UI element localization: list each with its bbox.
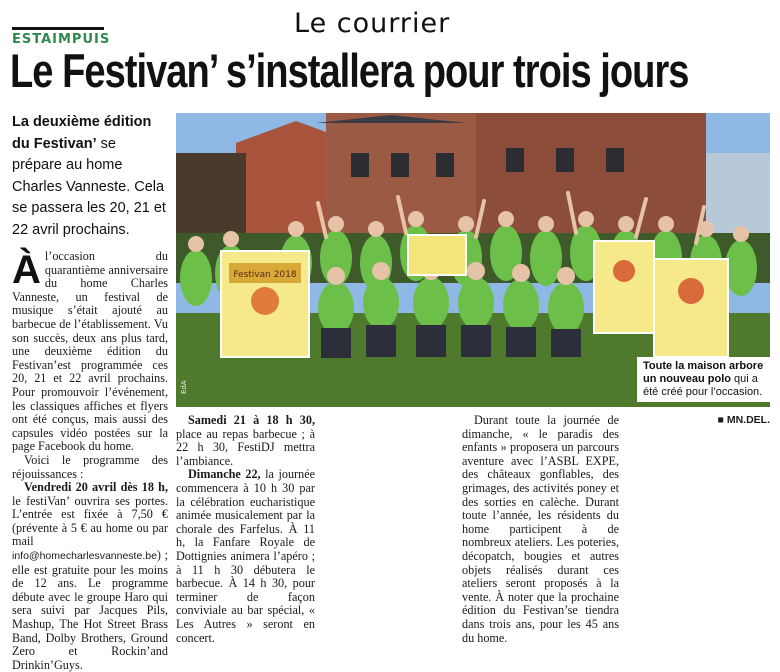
intro-lead: La deuxième édition du Festivan’ [12, 114, 152, 152]
saturday-label: Samedi 21 à 18 h 30, [188, 413, 315, 427]
sunday-text: la journée commencera à 10 h 30 par la célébration eucharistique animée musicalement par la chorale des Farfelus. À 11 h, la Fanfare Royale de Dottignies animera l’apéro ; à 11 h 30 débutera le barbecue. À 14 h 30, pour terminer de façon conviviale au bar spécial, « Les Autres » seront en concert. [176, 467, 316, 645]
saturday-text: place au repas barbecue ; à 22 h 30, FestiDJ mettra l’ambiance. [176, 426, 315, 468]
newspaper-source: Le courrier [294, 8, 451, 39]
contact-email: info@homecharlesvanneste.be [12, 550, 157, 563]
article-paragraph-3 [12, 481, 168, 672]
article-column-5 [624, 414, 770, 428]
sunday-label: Dimanche 22, [188, 467, 261, 482]
section-label: ESTAIMPUIS [12, 32, 111, 47]
photo-credit: EdA [180, 380, 188, 394]
article-paragraph-4 [176, 414, 315, 468]
article-column-4 [462, 414, 619, 645]
section-rule [12, 27, 104, 30]
article-paragraph-2: Voici le programme des réjouissances : [12, 452, 168, 481]
friday-label: Vendredi 20 avril dès 18 h, [24, 480, 168, 495]
intro-chapeau [12, 112, 167, 241]
photo-caption [637, 357, 772, 402]
caption-b: nouveau polo [659, 373, 731, 385]
friday-text-b: ) ; elle est gratuite pour les moins de 12 ans. Le programme débute avec le groupe Haro qui sera suivi par Jacques Pils, Mashup, The Hot Street Brass Band, Dolby Brothers, Ground Zero et Rockin’and Drinkin’Guys. [12, 548, 168, 672]
article-paragraph-1: l’occasion du quarantième anniversaire du home Charles Vanneste, un festival de musique s’était ajouté au barbecue de l’établissement. Vu son succès, deux ans plus tard, une deuxième édition du Festivan’est programmée ces 20, 21 et 22 avril prochains. Pour promouvoir l’événement, les classiques affiches et flyers ont été conçus, mais aussi des capsules vidéo postées sur la page Facebook du home. [12, 249, 168, 454]
dropcap: À [12, 248, 41, 292]
poster-title-text: Festivan 2018 [233, 270, 297, 280]
article-paragraph-6: Durant toute la journée de dimanche, « le paradis des enfants » proposera un parcours aventure avec l’ASBL EXPE, des châteaux gonflables, des grimages, des activités poney et des sorties en calèche. Durant toute l’année, les résidents du home participent à de nombreux ateliers. Les poteries, décopatch, bougies et autres objets réalisés durant ces ateliers seront proposés à la vente. À noter que la prochaine édition du Festivan’se tiendra dans trois ans, pour les 45 ans du home. [462, 413, 619, 645]
signature-text: MN.DEL. [726, 414, 770, 426]
article-signature [624, 414, 770, 428]
article-paragraph-5 [176, 468, 315, 645]
caption-a: Toute la maison arbore un [643, 360, 764, 385]
friday-text-a: le festiVan’ ouvrira ses portes. L’entrée est fixée à 7,50 € (prévente à 5 € au home ou par mail [12, 493, 168, 549]
caption-c: qui a été créé pour l’occasion. [643, 373, 763, 398]
article-column-1 [12, 250, 168, 672]
article-column-2 [176, 414, 315, 645]
headline: Le Festivan’ s’installera pour trois jours [10, 44, 689, 97]
end-mark: ■ [717, 414, 724, 426]
intro-text: se prépare au home Charles Vanneste. Cela se passera les 20, 21 et 22 avril prochains. [12, 135, 166, 238]
